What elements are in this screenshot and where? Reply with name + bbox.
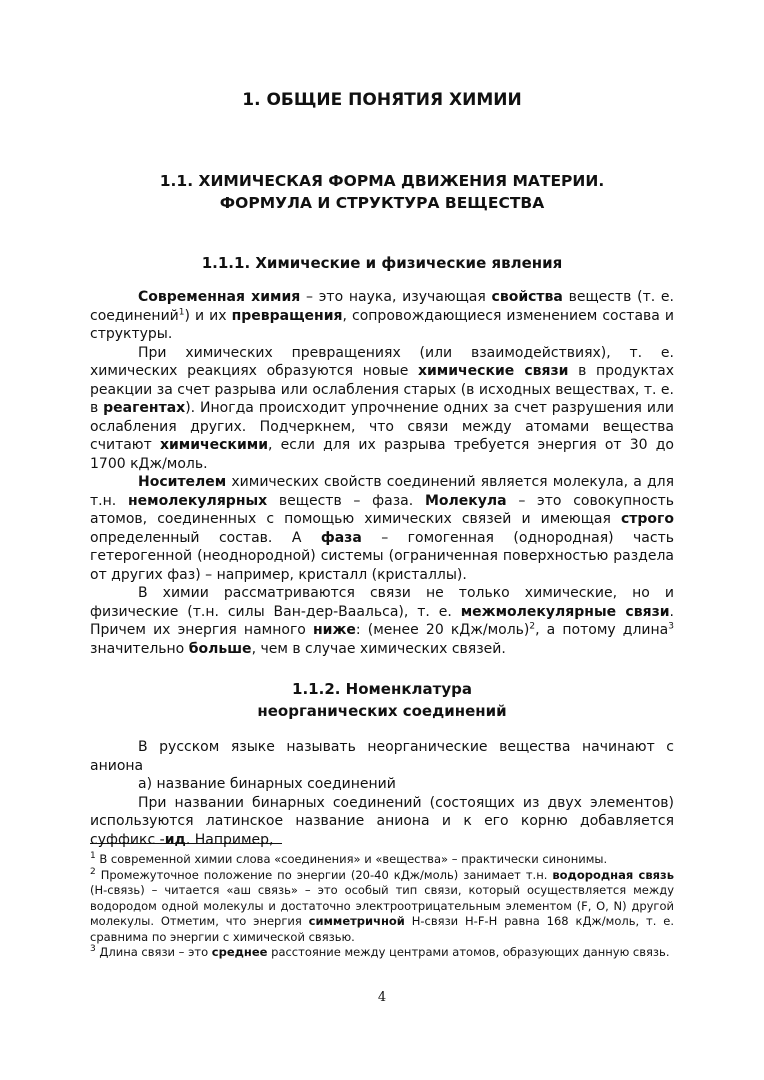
body-text-1: [90, 288, 674, 658]
text-run: (Н-связь) – читается «аш связь» – это особый тип связи, который осуществляется между водородом одной молекулы и достаточно электроотрицательным элементом (F, O, N) другой молекулы. Отметим, что энергия: [90, 883, 674, 928]
subsection-title-2: [90, 678, 674, 722]
subsection-title-2-line1: 1.1.2. Номенклатура: [292, 680, 472, 698]
text-run: химических свойств соединений является молекула, а для т.н.: [90, 474, 674, 509]
text-run: веществ – фаза.: [267, 492, 425, 509]
paragraph-1: [90, 288, 674, 344]
term: превращения: [231, 307, 343, 324]
term: химическими: [159, 437, 268, 453]
text-run: , если для их разрыва требуется энергия от 30 до 1700 кДж/моль.: [90, 437, 674, 472]
text-run: значительно: [90, 640, 189, 657]
term: строго: [621, 511, 674, 527]
subsection-title-1: 1.1.1. Химические и физические явления: [201, 254, 563, 272]
text-run: : (менее 20 кДж/моль): [355, 622, 530, 638]
footnote-3: [90, 945, 674, 961]
text-run: – это наука, изучающая: [300, 289, 492, 305]
term: Молекула: [424, 492, 507, 509]
footnote-number: 3: [90, 944, 96, 955]
text-run: расстояние между центрами атомов, образующих данную связь.: [267, 945, 670, 959]
footnote-ref: 2: [529, 621, 536, 632]
term: среднее: [211, 945, 268, 959]
paragraph-7: [90, 794, 674, 850]
text-run: , сопровождающиеся изменением состава и структуры.: [90, 307, 674, 342]
footnote-1: [90, 852, 674, 868]
term: химические связи: [417, 363, 569, 379]
section-title-line2: ФОРМУЛА И СТРУКТУРА ВЕЩЕСТВА: [219, 194, 545, 212]
paragraph-4: [90, 584, 674, 658]
page-number: 4: [377, 990, 387, 1005]
text-run: Промежуточное положение по энергии (20-40 кДж/моль) занимает т.н.: [95, 867, 553, 882]
paragraph-5: В русском языке называть неорганические вещества начинают с аниона: [90, 739, 674, 774]
chapter-title: 1. ОБЩИЕ ПОНЯТИЯ ХИМИИ: [242, 90, 522, 110]
subsection-title-2-line2: неорганических соединений: [257, 702, 507, 720]
term: реагентах: [103, 400, 186, 416]
footnote-2: [90, 868, 674, 946]
body-text-2: [90, 738, 674, 849]
text-run: определенный состав. А: [90, 529, 321, 546]
text-run: – это совокупность атомов, соединенных с помощью химических связей и имеющая: [90, 492, 674, 527]
text-run: . Например,: [185, 831, 274, 848]
term: свойства: [491, 289, 563, 305]
term: межмолекулярные связи: [460, 603, 670, 620]
text-run: – гомогенная (однородная) часть гетерогенной (неоднородной) системы (ограниченная поверхностью раздела от других фаз) – например, кристалл (кристаллы).: [90, 529, 674, 583]
paragraph-6: а) название бинарных соединений: [138, 776, 396, 792]
footnote-divider: [90, 843, 282, 844]
footnote-number: 2: [90, 866, 96, 877]
term: ид: [164, 831, 186, 848]
text-run: Н-связи H-F-H равна 168 кДж/моль, т. е. сравнима по энергии с химической связью.: [90, 914, 674, 944]
text-run: В химии рассматриваются связи не только химические, но и физические (т.н. силы Ван-дер-Ваальса), т. е.: [90, 585, 674, 620]
term: водородная связь: [552, 867, 674, 882]
text-run: веществ (т. е. соединений: [90, 289, 674, 324]
text-run: в продуктах реакции за счет разрыва или ослабления старых (в исходных веществах, т. е. в: [90, 363, 675, 416]
term: Современная химия: [138, 289, 301, 305]
section-title-line1: 1.1. ХИМИЧЕСКАЯ ФОРМА ДВИЖЕНИЯ МАТЕРИИ.: [159, 172, 605, 190]
text-run: , а потому длина: [535, 622, 669, 638]
paragraph-2: [90, 344, 674, 474]
term: ниже: [313, 622, 356, 638]
term: Носителем: [138, 474, 227, 490]
footnote-ref: 1: [178, 306, 185, 317]
paragraph-3: [90, 473, 674, 584]
term: симметричной: [308, 914, 405, 928]
section-title: [90, 170, 674, 214]
text-run: При названии бинарных соединений (состоящих из двух элементов) используются латинское название аниона и к его корню добавляется суффикс -: [90, 794, 674, 848]
term: немолекулярных: [127, 492, 268, 509]
text-run: ) и их: [184, 307, 232, 324]
text-run: , чем в случае химических связей.: [251, 640, 506, 657]
term: больше: [188, 640, 252, 657]
footnote-ref: 3: [668, 621, 674, 632]
term: фаза: [320, 529, 362, 546]
text-run: При химических превращениях (или взаимодействиях), т. е. химических реакциях образуются новые: [90, 344, 674, 379]
footnotes: [90, 852, 674, 961]
text-run: . Причем их энергия намного: [90, 603, 674, 638]
text-run: Длина связи – это: [95, 945, 212, 959]
footnote-number: 1: [90, 851, 96, 862]
text-run: В современной химии слова «соединения» и «вещества» – практически синонимы.: [95, 852, 608, 866]
text-run: ). Иногда происходит упрочнение одних за счет разрушения или ослабления других. Подчеркнем, что связи между атомами вещества считают: [90, 400, 674, 453]
